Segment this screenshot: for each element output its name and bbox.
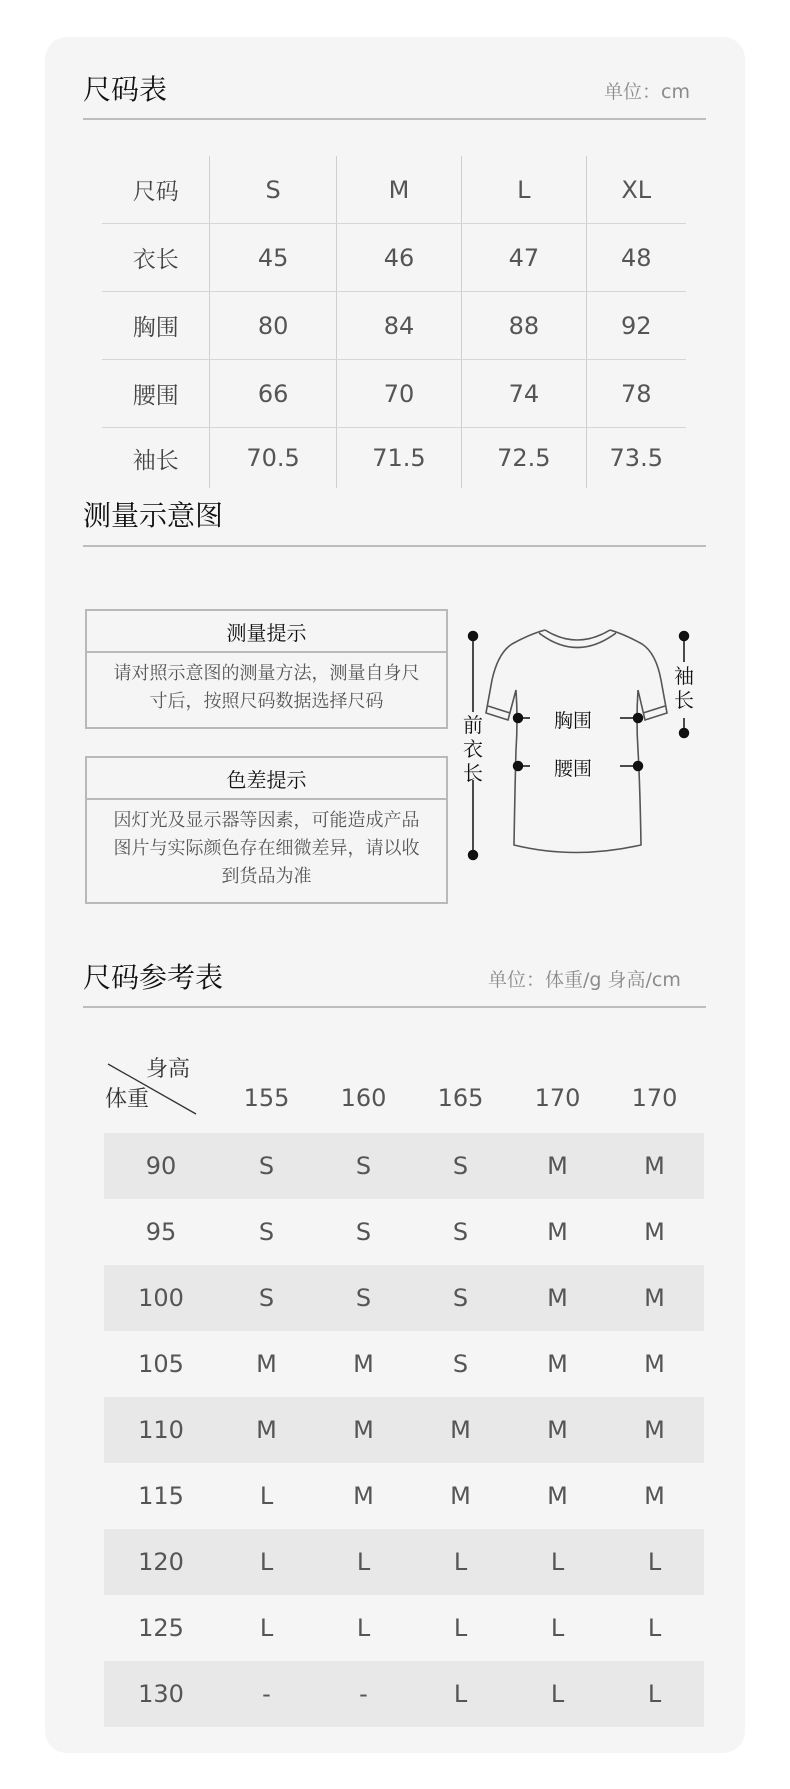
weight-cell: 95 xyxy=(145,1218,177,1246)
size-cell: L xyxy=(453,1614,468,1642)
weight-cell: 110 xyxy=(138,1416,184,1444)
size-cell: - xyxy=(359,1680,368,1708)
size-cell: M xyxy=(644,1482,665,1510)
size-cell: M xyxy=(353,1482,374,1510)
measure-tip-box xyxy=(85,609,448,729)
table-cell: 88 xyxy=(461,292,585,359)
table-cell: 70.5 xyxy=(209,428,335,488)
table-cell: 45 xyxy=(209,224,335,291)
size-chart-unit: 单位：cm xyxy=(604,81,690,103)
corner-height-label: 身高 xyxy=(146,1057,191,1082)
sleeve-length-label: 袖长 xyxy=(674,664,694,712)
corner-cell xyxy=(104,1057,218,1133)
weight-cell: 105 xyxy=(138,1350,184,1378)
height-header: 160 xyxy=(340,1083,387,1112)
table-row xyxy=(102,292,686,360)
size-cell: M xyxy=(644,1218,665,1246)
measure-tip-text: 请对照示意图的测量方法，测量自身尺寸后，按照尺码数据选择尺码 xyxy=(113,663,420,712)
size-cell: M xyxy=(353,1416,374,1444)
table-header-cell: 尺码 xyxy=(132,179,179,205)
size-cell: L xyxy=(259,1614,274,1642)
table-cell: 48 xyxy=(586,224,686,291)
table-cell: 74 xyxy=(461,360,585,427)
size-cell: S xyxy=(452,1284,469,1312)
weight-cell: 115 xyxy=(138,1482,184,1510)
tshirt-diagram xyxy=(460,620,720,880)
size-cell: L xyxy=(356,1548,371,1576)
table-row xyxy=(104,1595,704,1661)
size-cell: M xyxy=(353,1350,374,1378)
color-tip-title: 色差提示 xyxy=(87,758,446,800)
reference-table xyxy=(104,1057,704,1727)
table-cell: 47 xyxy=(461,224,585,291)
reference-title: 尺码参考表 xyxy=(83,961,224,994)
divider xyxy=(83,118,706,120)
size-cell: L xyxy=(259,1482,274,1510)
table-row xyxy=(102,224,686,292)
size-cell: L xyxy=(550,1548,565,1576)
size-cell: L xyxy=(647,1548,662,1576)
size-cell: L xyxy=(647,1614,662,1642)
size-cell: S xyxy=(258,1152,275,1180)
size-table xyxy=(102,156,686,488)
size-cell: M xyxy=(547,1152,568,1180)
table-cell: 72.5 xyxy=(461,428,585,488)
size-cell: S xyxy=(452,1218,469,1246)
size-cell: M xyxy=(644,1350,665,1378)
size-cell: M xyxy=(547,1284,568,1312)
table-row xyxy=(104,1463,704,1529)
size-cell: M xyxy=(547,1482,568,1510)
measure-tip-title: 测量提示 xyxy=(87,611,446,653)
size-cell: M xyxy=(256,1350,277,1378)
tshirt-icon xyxy=(460,620,720,880)
size-cell: M xyxy=(547,1218,568,1246)
height-header: 155 xyxy=(243,1083,290,1112)
size-cell: S xyxy=(355,1152,372,1180)
divider xyxy=(83,545,706,547)
table-header-cell: S xyxy=(209,156,335,223)
table-row xyxy=(104,1661,704,1727)
table-header-cell: L xyxy=(461,156,585,223)
size-cell: M xyxy=(256,1416,277,1444)
table-row xyxy=(104,1397,704,1463)
size-cell: S xyxy=(452,1152,469,1180)
size-cell: L xyxy=(550,1680,565,1708)
table-row-label: 衣长 xyxy=(132,247,179,273)
table-row xyxy=(104,1199,704,1265)
table-row-label: 腰围 xyxy=(132,383,179,409)
table-row xyxy=(102,360,686,428)
reference-unit: 单位：体重/g 身高/cm xyxy=(488,969,681,991)
weight-cell: 130 xyxy=(138,1680,184,1708)
chest-label: 胸围 xyxy=(552,706,594,733)
reference-header-row xyxy=(104,1057,704,1133)
table-header-row xyxy=(102,156,686,224)
weight-cell: 100 xyxy=(138,1284,184,1312)
size-cell: S xyxy=(258,1218,275,1246)
size-cell: M xyxy=(644,1152,665,1180)
divider xyxy=(83,1006,706,1008)
size-cell: L xyxy=(647,1680,662,1708)
size-cell: S xyxy=(355,1218,372,1246)
size-cell: S xyxy=(355,1284,372,1312)
waist-label: 腰围 xyxy=(552,754,594,781)
color-tip-box xyxy=(85,756,448,904)
size-cell: L xyxy=(453,1548,468,1576)
table-cell: 92 xyxy=(586,292,686,359)
table-cell: 84 xyxy=(336,292,461,359)
table-row xyxy=(104,1331,704,1397)
size-cell: M xyxy=(450,1482,471,1510)
height-header: 170 xyxy=(631,1083,678,1112)
height-header: 165 xyxy=(437,1083,484,1112)
size-cell: M xyxy=(547,1416,568,1444)
table-cell: 71.5 xyxy=(336,428,461,488)
color-tip-text: 因灯光及显示器等因素，可能造成产品图片与实际颜色存在细微差异，请以收到货品为准 xyxy=(113,810,420,887)
weight-cell: 90 xyxy=(145,1152,177,1180)
weight-cell: 125 xyxy=(138,1614,184,1642)
table-row xyxy=(104,1529,704,1595)
table-cell: 78 xyxy=(586,360,686,427)
table-cell: 70 xyxy=(336,360,461,427)
table-row xyxy=(102,428,686,488)
table-cell: 80 xyxy=(209,292,335,359)
size-cell: M xyxy=(547,1350,568,1378)
size-cell: L xyxy=(453,1680,468,1708)
height-header: 170 xyxy=(534,1083,581,1112)
table-header-cell: M xyxy=(336,156,461,223)
size-cell: S xyxy=(258,1284,275,1312)
front-length-label: 前衣长 xyxy=(463,713,483,785)
table-header-cell: XL xyxy=(586,156,686,223)
size-chart-title: 尺码表 xyxy=(83,73,168,106)
measure-title: 测量示意图 xyxy=(83,499,224,532)
size-cell: L xyxy=(356,1614,371,1642)
corner-weight-label: 体重 xyxy=(105,1087,150,1112)
weight-cell: 120 xyxy=(138,1548,184,1576)
table-cell: 73.5 xyxy=(586,428,686,488)
size-cell: M xyxy=(644,1284,665,1312)
table-row-label: 胸围 xyxy=(132,315,179,341)
table-cell: 66 xyxy=(209,360,335,427)
table-row xyxy=(104,1133,704,1199)
size-cell: M xyxy=(644,1416,665,1444)
size-cell: S xyxy=(452,1350,469,1378)
table-cell: 46 xyxy=(336,224,461,291)
table-row-label: 袖长 xyxy=(132,447,179,474)
size-cell: M xyxy=(450,1416,471,1444)
size-cell: - xyxy=(262,1680,271,1708)
size-cell: L xyxy=(550,1614,565,1642)
table-row xyxy=(104,1265,704,1331)
size-cell: L xyxy=(259,1548,274,1576)
